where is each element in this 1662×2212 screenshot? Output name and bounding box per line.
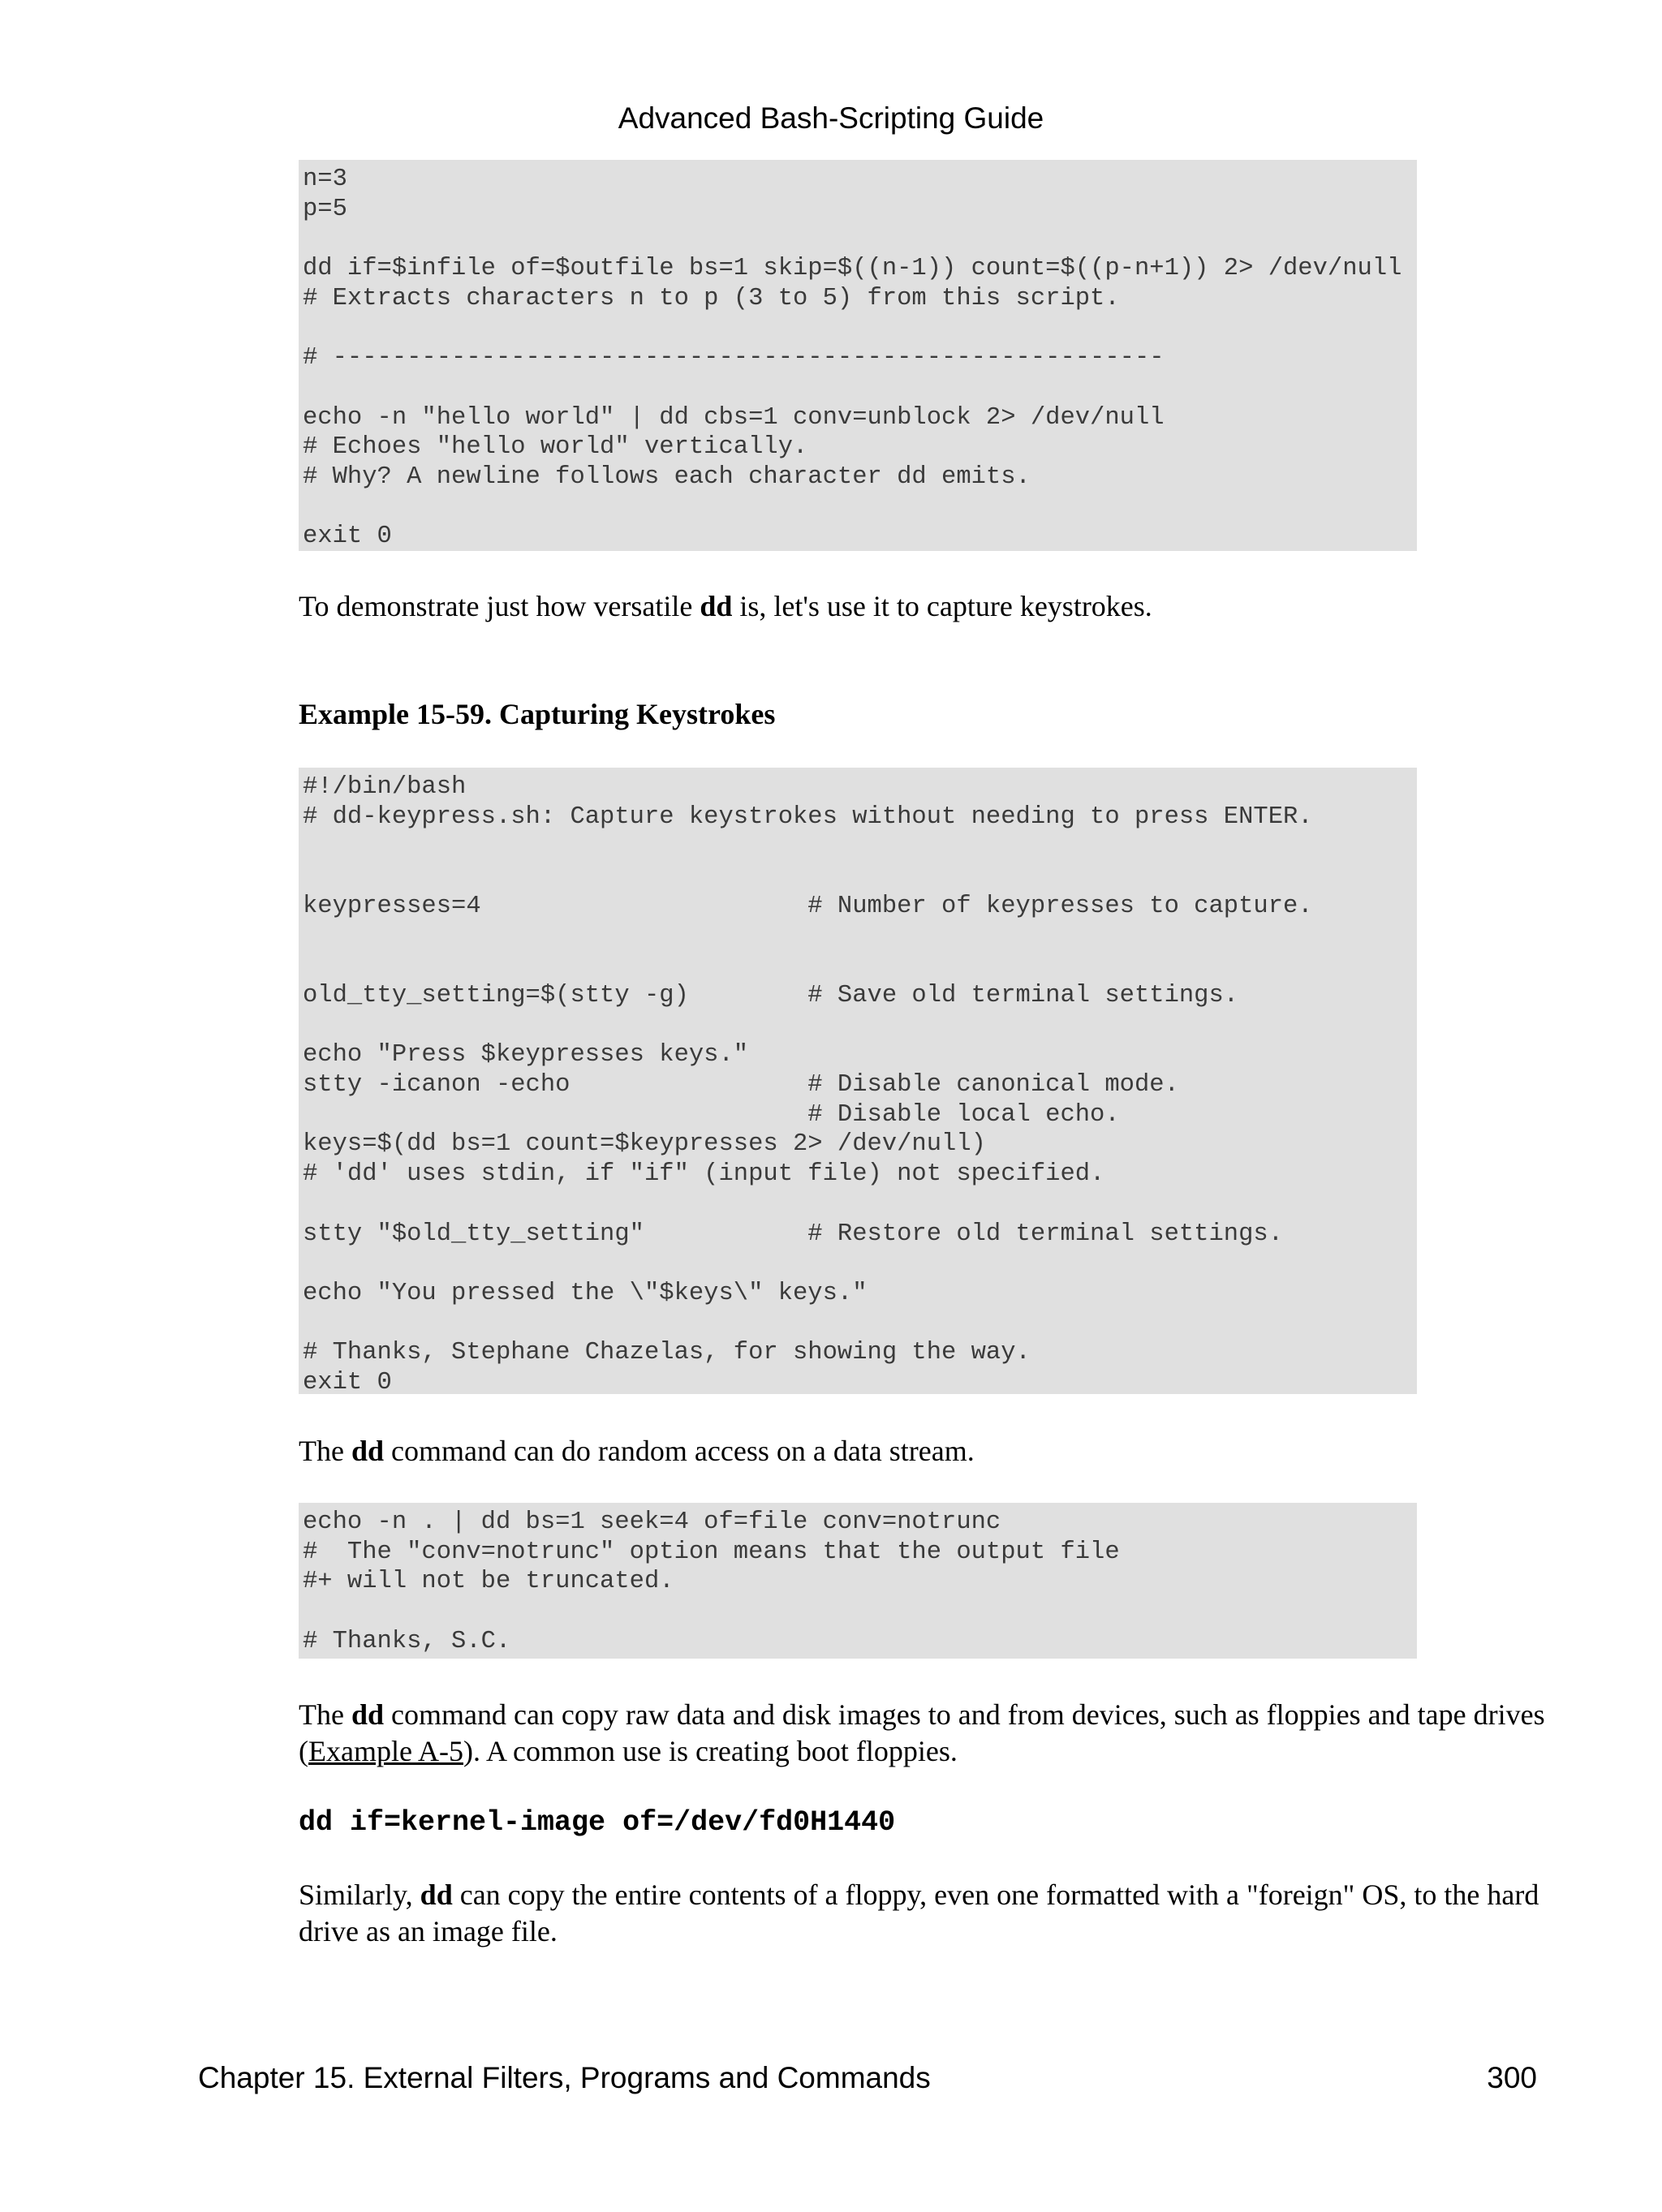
boot-floppy-command: dd if=kernel-image of=/dev/fd0H1440 [299, 1806, 896, 1839]
code-block-keypress: #!/bin/bash # dd-keypress.sh: Capture keystrokes without needing to press ENTER. keypresses=4 # Number of keypresses to capture. old_tty_setting=$(stty -g) # Save old terminal settings. echo "Press $keypresses keys." stty -icanon -echo # Disable canonical mode. # Disable local echo. keys=$(dd bs=1 count=$keypresses 2> /dev/null) # 'dd' uses stdin, if "if" (input file) not specified. stty "$old_tty_setting" # Restore old terminal settings. echo "You pressed the \"$keys\" keys." # Thanks, Stephane Chazelas, for showing the way. exit 0 [299, 768, 1417, 1394]
paragraph-text: To demonstrate just how versatile [299, 590, 700, 622]
paragraph-text: can copy the entire contents of a floppy, even one formatted with a "foreign" OS, to the hard drive as an image file. [299, 1878, 1539, 1947]
paragraph-versatile [299, 588, 1548, 625]
example-title: Example 15-59. Capturing Keystrokes [299, 698, 776, 730]
code-block-substring: n=3 p=5 dd if=$infile of=$outfile bs=1 skip=$((n-1)) count=$((p-n+1)) 2> /dev/null # Extracts characters n to p (3 to 5) from this script. # -------------------------------------------------------- echo -n "hello world" | dd cbs=1 conv=unblock 2> /dev/null # Echoes "hello world" vertically. # Why? A newline follows each character dd emits. exit 0 [299, 160, 1417, 551]
paragraph-text: is, let's use it to capture keystrokes. [732, 590, 1152, 622]
paragraph-text: command can copy raw data and disk images to and from devices, such as floppies and tape drives ( [299, 1698, 1545, 1767]
code-block-notrunc: echo -n . | dd bs=1 seek=4 of=file conv=notrunc # The "conv=notrunc" option means that the output file #+ will not be truncated. # Thanks, S.C. [299, 1503, 1417, 1659]
page-number: 300 [1487, 2061, 1537, 2094]
paragraph-text: The [299, 1435, 351, 1467]
paragraph-text: command can do random access on a data stream. [384, 1435, 975, 1467]
dd-command-name: dd [351, 1698, 385, 1731]
page-header: Advanced Bash-Scripting Guide [618, 101, 1044, 135]
paragraph-text: The [299, 1698, 351, 1731]
dd-command-name: dd [700, 590, 733, 622]
paragraph-text: ). A common use is creating boot floppies. [463, 1735, 958, 1767]
footer-chapter-title: Chapter 15. External Filters, Programs and Commands [198, 2061, 931, 2094]
paragraph-random-access [299, 1433, 1548, 1470]
dd-command-name: dd [420, 1878, 453, 1911]
example-a5-link[interactable]: Example A-5 [308, 1735, 463, 1767]
dd-command-name: dd [351, 1435, 385, 1467]
paragraph-floppy-image [299, 1877, 1548, 1950]
paragraph-text: Similarly, [299, 1878, 420, 1911]
paragraph-raw-data [299, 1697, 1548, 1770]
